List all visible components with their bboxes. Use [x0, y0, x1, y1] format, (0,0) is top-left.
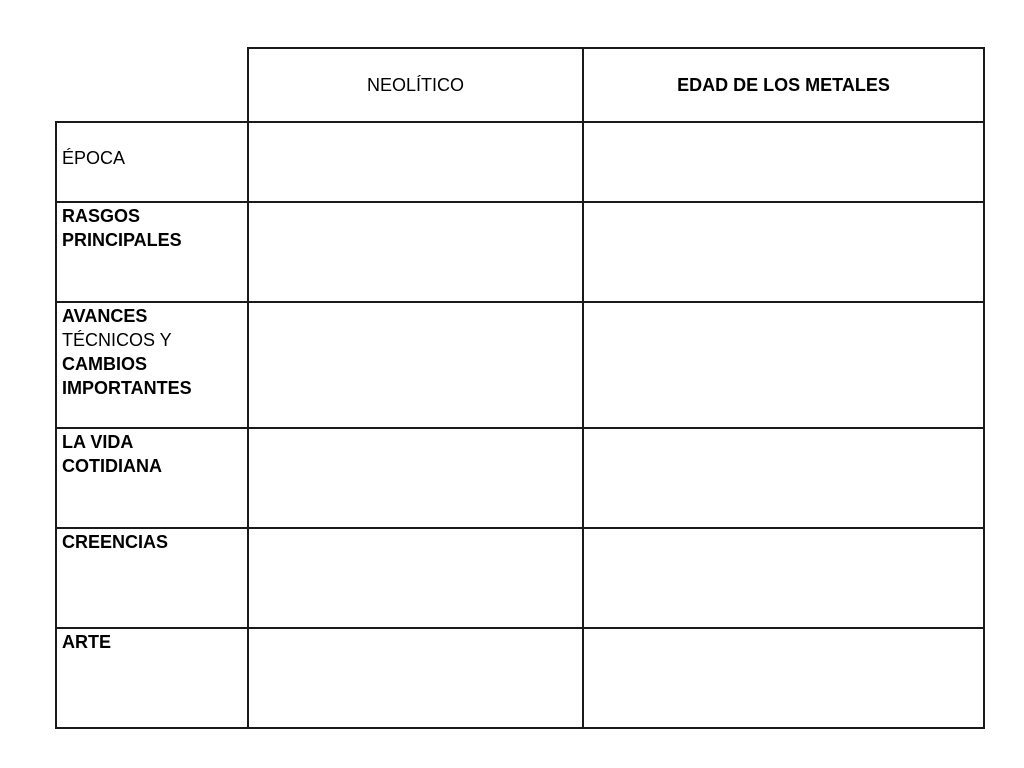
- row-label-line: CREENCIAS: [62, 532, 169, 552]
- table-cell-epoca-metales: [583, 122, 984, 202]
- table-border: [55, 301, 985, 303]
- table-border: [247, 47, 985, 49]
- table-cell-avances-metales: [583, 302, 984, 428]
- table-cell-arte-neolitico: [248, 628, 583, 728]
- table-border: [55, 121, 985, 123]
- table-cell-creencias-neolitico: [248, 528, 583, 628]
- row-label-line: PRINCIPALES: [62, 230, 182, 250]
- row-label-line: AVANCES: [62, 306, 148, 326]
- row-label-epoca: [56, 122, 248, 202]
- table-border: [55, 527, 985, 529]
- table-cell-arte-metales: [583, 628, 984, 728]
- row-label-arte: [56, 628, 248, 728]
- row-label-line: RASGOS: [62, 206, 141, 226]
- row-label-rasgos-principales: [56, 202, 248, 302]
- row-label-line: TÉCNICOS Y: [62, 330, 172, 350]
- row-label-line: ARTE: [62, 632, 111, 652]
- row-label-line: LA VIDA: [62, 432, 134, 452]
- table-cell-creencias-metales: [583, 528, 984, 628]
- table-cell-avances-neolitico: [248, 302, 583, 428]
- table-border: [55, 627, 985, 629]
- table-cell-rasgos-metales: [583, 202, 984, 302]
- table-border: [247, 47, 249, 729]
- column-header-edad-de-los-metales: [583, 48, 984, 122]
- row-label-vida-cotidiana: [56, 428, 248, 528]
- table-border: [55, 727, 985, 729]
- row-label-line: COTIDIANA: [62, 456, 162, 476]
- table-border: [983, 47, 985, 729]
- table-cell-vida-metales: [583, 428, 984, 528]
- table-border: [55, 201, 985, 203]
- column-header-neolitico: [248, 48, 583, 122]
- table-border: [582, 47, 584, 729]
- table-border: [55, 427, 985, 429]
- row-label-avances: [56, 302, 248, 428]
- table-cell-epoca-neolitico: [248, 122, 583, 202]
- column-header-label: NEOLÍTICO: [366, 75, 464, 95]
- row-label-line: IMPORTANTES: [62, 378, 192, 398]
- row-label-line: ÉPOCA: [62, 148, 126, 168]
- column-header-label: EDAD DE LOS METALES: [677, 75, 890, 95]
- table-cell-rasgos-neolitico: [248, 202, 583, 302]
- row-label-creencias: [56, 528, 248, 628]
- table-border: [55, 121, 57, 729]
- row-label-line: CAMBIOS: [62, 354, 147, 374]
- table-cell-vida-neolitico: [248, 428, 583, 528]
